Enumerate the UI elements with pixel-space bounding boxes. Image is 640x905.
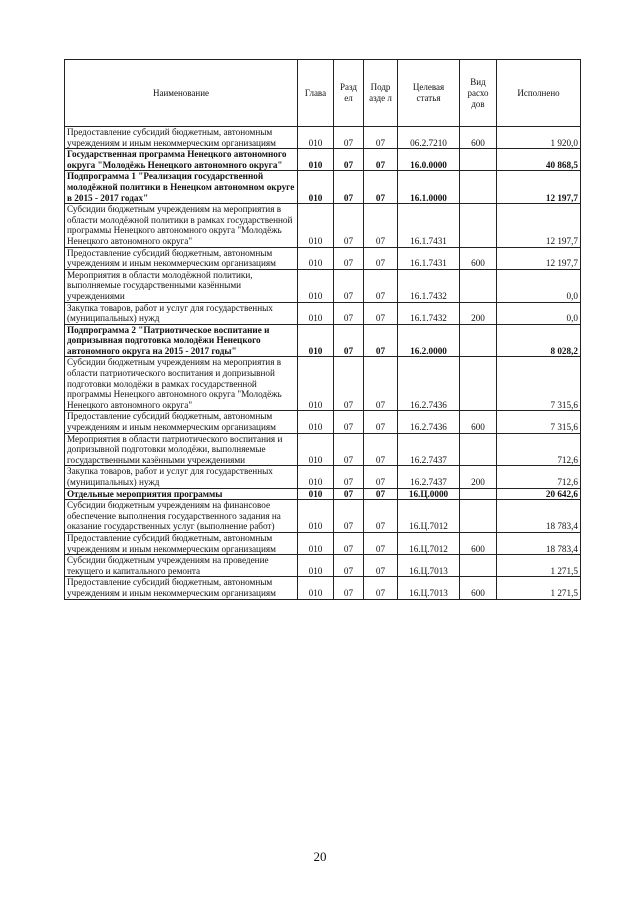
row-name: Субсидии бюджетным учреждениям на мероприятия в области патриотического воспитания и допризывной подготовки молодёжи в рамках государственной программы Ненецкого автономного округа "Молодёжь Ненецкого автономного округа" <box>65 357 298 411</box>
row-target-item: 16.2.7436 <box>398 357 460 411</box>
row-subsection: 07 <box>364 269 398 302</box>
row-executed-amount: 18 783,4 <box>497 500 581 533</box>
row-section: 07 <box>334 488 364 500</box>
row-executed-amount: 8 028,2 <box>497 324 581 357</box>
row-name: Отдельные мероприятия программы <box>65 488 298 500</box>
row-name: Мероприятия в области патриотического воспитания и допризывной подготовки молодёжи, выполняемые государственными казёнными учреждениями <box>65 433 298 466</box>
row-section: 07 <box>334 433 364 466</box>
row-section: 07 <box>334 500 364 533</box>
row-subsection: 07 <box>364 433 398 466</box>
budget-table <box>64 59 581 600</box>
row-target-item: 16.2.0000 <box>398 324 460 357</box>
row-section: 07 <box>334 466 364 488</box>
row-subsection: 07 <box>364 532 398 554</box>
row-expense-type <box>460 269 497 302</box>
row-chapter: 010 <box>298 302 334 324</box>
header-expense-type: Вид расхо дов <box>460 60 497 127</box>
row-expense-type <box>460 500 497 533</box>
header-executed: Исполнено <box>497 60 581 127</box>
table-row <box>65 149 581 171</box>
row-target-item: 16.1.7432 <box>398 269 460 302</box>
row-chapter: 010 <box>298 555 334 577</box>
row-name: Предоставление субсидий бюджетным, автономным учреждениям и иным некоммерческим организациям <box>65 127 298 149</box>
row-target-item: 16.Ц.7013 <box>398 555 460 577</box>
row-executed-amount: 1 271,5 <box>497 555 581 577</box>
table-row <box>65 433 581 466</box>
row-executed-amount: 712,6 <box>497 466 581 488</box>
row-section: 07 <box>334 204 364 247</box>
row-chapter: 010 <box>298 466 334 488</box>
row-section: 07 <box>334 357 364 411</box>
row-subsection: 07 <box>364 500 398 533</box>
row-name: Предоставление субсидий бюджетным, автономным учреждениям и иным некоммерческим организациям <box>65 532 298 554</box>
row-target-item: 16.2.7437 <box>398 433 460 466</box>
row-executed-amount: 1 920,0 <box>497 127 581 149</box>
row-target-item: 06.2.7210 <box>398 127 460 149</box>
row-section: 07 <box>334 247 364 269</box>
table-row <box>65 171 581 204</box>
row-section: 07 <box>334 269 364 302</box>
row-expense-type <box>460 488 497 500</box>
row-section: 07 <box>334 532 364 554</box>
row-section: 07 <box>334 577 364 599</box>
table-row <box>65 488 581 500</box>
row-expense-type: 600 <box>460 127 497 149</box>
row-subsection: 07 <box>364 466 398 488</box>
row-target-item: 16.1.7431 <box>398 247 460 269</box>
row-chapter: 010 <box>298 247 334 269</box>
table-row <box>65 411 581 433</box>
row-target-item: 16.Ц.0000 <box>398 488 460 500</box>
row-executed-amount: 12 197,7 <box>497 247 581 269</box>
row-executed-amount: 0,0 <box>497 302 581 324</box>
row-expense-type: 600 <box>460 577 497 599</box>
row-name: Субсидии бюджетным учреждениям на финансовое обеспечение выполнения государственного задания на оказание государственных услуг (выполнение работ) <box>65 500 298 533</box>
row-name: Предоставление субсидий бюджетным, автономным учреждениям и иным некоммерческим организациям <box>65 411 298 433</box>
row-expense-type <box>460 204 497 247</box>
table-row <box>65 204 581 247</box>
row-chapter: 010 <box>298 149 334 171</box>
table-header-row <box>65 60 581 127</box>
row-subsection: 07 <box>364 324 398 357</box>
row-target-item: 16.2.7436 <box>398 411 460 433</box>
row-executed-amount: 12 197,7 <box>497 171 581 204</box>
row-target-item: 16.Ц.7012 <box>398 532 460 554</box>
row-name: Предоставление субсидий бюджетным, автономным учреждениям и иным некоммерческим организациям <box>65 577 298 599</box>
header-target-item: Целевая статья <box>398 60 460 127</box>
row-section: 07 <box>334 555 364 577</box>
row-chapter: 010 <box>298 357 334 411</box>
row-subsection: 07 <box>364 302 398 324</box>
row-target-item: 16.1.7431 <box>398 204 460 247</box>
row-chapter: 010 <box>298 488 334 500</box>
row-subsection: 07 <box>364 357 398 411</box>
row-executed-amount: 18 783,4 <box>497 532 581 554</box>
row-expense-type: 200 <box>460 466 497 488</box>
table-row <box>65 127 581 149</box>
row-expense-type: 600 <box>460 247 497 269</box>
row-section: 07 <box>334 324 364 357</box>
row-subsection: 07 <box>364 127 398 149</box>
row-name: Подпрограмма 1 "Реализация государственной молодёжной политики в Ненецком автономном округе в 2015 - 2017 годах" <box>65 171 298 204</box>
row-executed-amount: 7 315,6 <box>497 357 581 411</box>
row-expense-type: 600 <box>460 411 497 433</box>
row-chapter: 010 <box>298 324 334 357</box>
row-chapter: 010 <box>298 127 334 149</box>
table-row <box>65 577 581 599</box>
row-executed-amount: 712,6 <box>497 433 581 466</box>
row-subsection: 07 <box>364 555 398 577</box>
row-name: Закупка товаров, работ и услуг для государственных (муниципальных) нужд <box>65 466 298 488</box>
row-target-item: 16.0.0000 <box>398 149 460 171</box>
row-name: Субсидии бюджетным учреждениям на проведение текущего и капитального ремонта <box>65 555 298 577</box>
row-subsection: 07 <box>364 577 398 599</box>
row-chapter: 010 <box>298 269 334 302</box>
row-section: 07 <box>334 149 364 171</box>
row-section: 07 <box>334 302 364 324</box>
table-body <box>65 127 581 600</box>
header-subsection: Подр азде л <box>364 60 398 127</box>
row-chapter: 010 <box>298 532 334 554</box>
row-expense-type: 200 <box>460 302 497 324</box>
table-row <box>65 532 581 554</box>
row-subsection: 07 <box>364 247 398 269</box>
row-executed-amount: 40 868,5 <box>497 149 581 171</box>
row-subsection: 07 <box>364 411 398 433</box>
row-expense-type <box>460 171 497 204</box>
row-expense-type <box>460 555 497 577</box>
row-subsection: 07 <box>364 171 398 204</box>
row-target-item: 16.1.7432 <box>398 302 460 324</box>
row-chapter: 010 <box>298 204 334 247</box>
header-section: Разд ел <box>334 60 364 127</box>
row-name: Мероприятия в области молодёжной политики, выполняемые государственными казёнными учреждениями <box>65 269 298 302</box>
table-row <box>65 357 581 411</box>
row-executed-amount: 1 271,5 <box>497 577 581 599</box>
row-chapter: 010 <box>298 411 334 433</box>
row-name: Подпрограмма 2 "Патриотическое воспитание и допризывная подготовка молодёжи Ненецкого автономного округа на 2015 - 2017 годы" <box>65 324 298 357</box>
row-section: 07 <box>334 411 364 433</box>
row-expense-type <box>460 324 497 357</box>
row-expense-type <box>460 433 497 466</box>
row-chapter: 010 <box>298 433 334 466</box>
row-name: Предоставление субсидий бюджетным, автономным учреждениям и иным некоммерческим организациям <box>65 247 298 269</box>
row-subsection: 07 <box>364 488 398 500</box>
row-chapter: 010 <box>298 171 334 204</box>
header-name: Наименование <box>65 60 298 127</box>
header-chapter: Глава <box>298 60 334 127</box>
row-name: Государственная программа Ненецкого автономного округа "Молодёжь Ненецкого автономного округа" <box>65 149 298 171</box>
row-target-item: 16.Ц.7012 <box>398 500 460 533</box>
row-executed-amount: 20 642,6 <box>497 488 581 500</box>
row-target-item: 16.1.0000 <box>398 171 460 204</box>
row-chapter: 010 <box>298 577 334 599</box>
table-row <box>65 324 581 357</box>
table-row <box>65 269 581 302</box>
table-row <box>65 555 581 577</box>
row-name: Закупка товаров, работ и услуг для государственных (муниципальных) нужд <box>65 302 298 324</box>
table-row <box>65 247 581 269</box>
row-target-item: 16.2.7437 <box>398 466 460 488</box>
table-row <box>65 302 581 324</box>
row-executed-amount: 0,0 <box>497 269 581 302</box>
row-name: Субсидии бюджетным учреждениям на мероприятия в области молодёжной политики в рамках государственной программы Ненецкого автономного округа "Молодёжь Ненецкого автономного округа" <box>65 204 298 247</box>
row-subsection: 07 <box>364 149 398 171</box>
row-subsection: 07 <box>364 204 398 247</box>
row-executed-amount: 12 197,7 <box>497 204 581 247</box>
table-row <box>65 466 581 488</box>
table-row <box>65 500 581 533</box>
row-expense-type <box>460 149 497 171</box>
row-section: 07 <box>334 171 364 204</box>
page-number: 20 <box>313 849 327 864</box>
row-chapter: 010 <box>298 500 334 533</box>
row-expense-type: 600 <box>460 532 497 554</box>
row-expense-type <box>460 357 497 411</box>
row-executed-amount: 7 315,6 <box>497 411 581 433</box>
row-target-item: 16.Ц.7013 <box>398 577 460 599</box>
row-section: 07 <box>334 127 364 149</box>
